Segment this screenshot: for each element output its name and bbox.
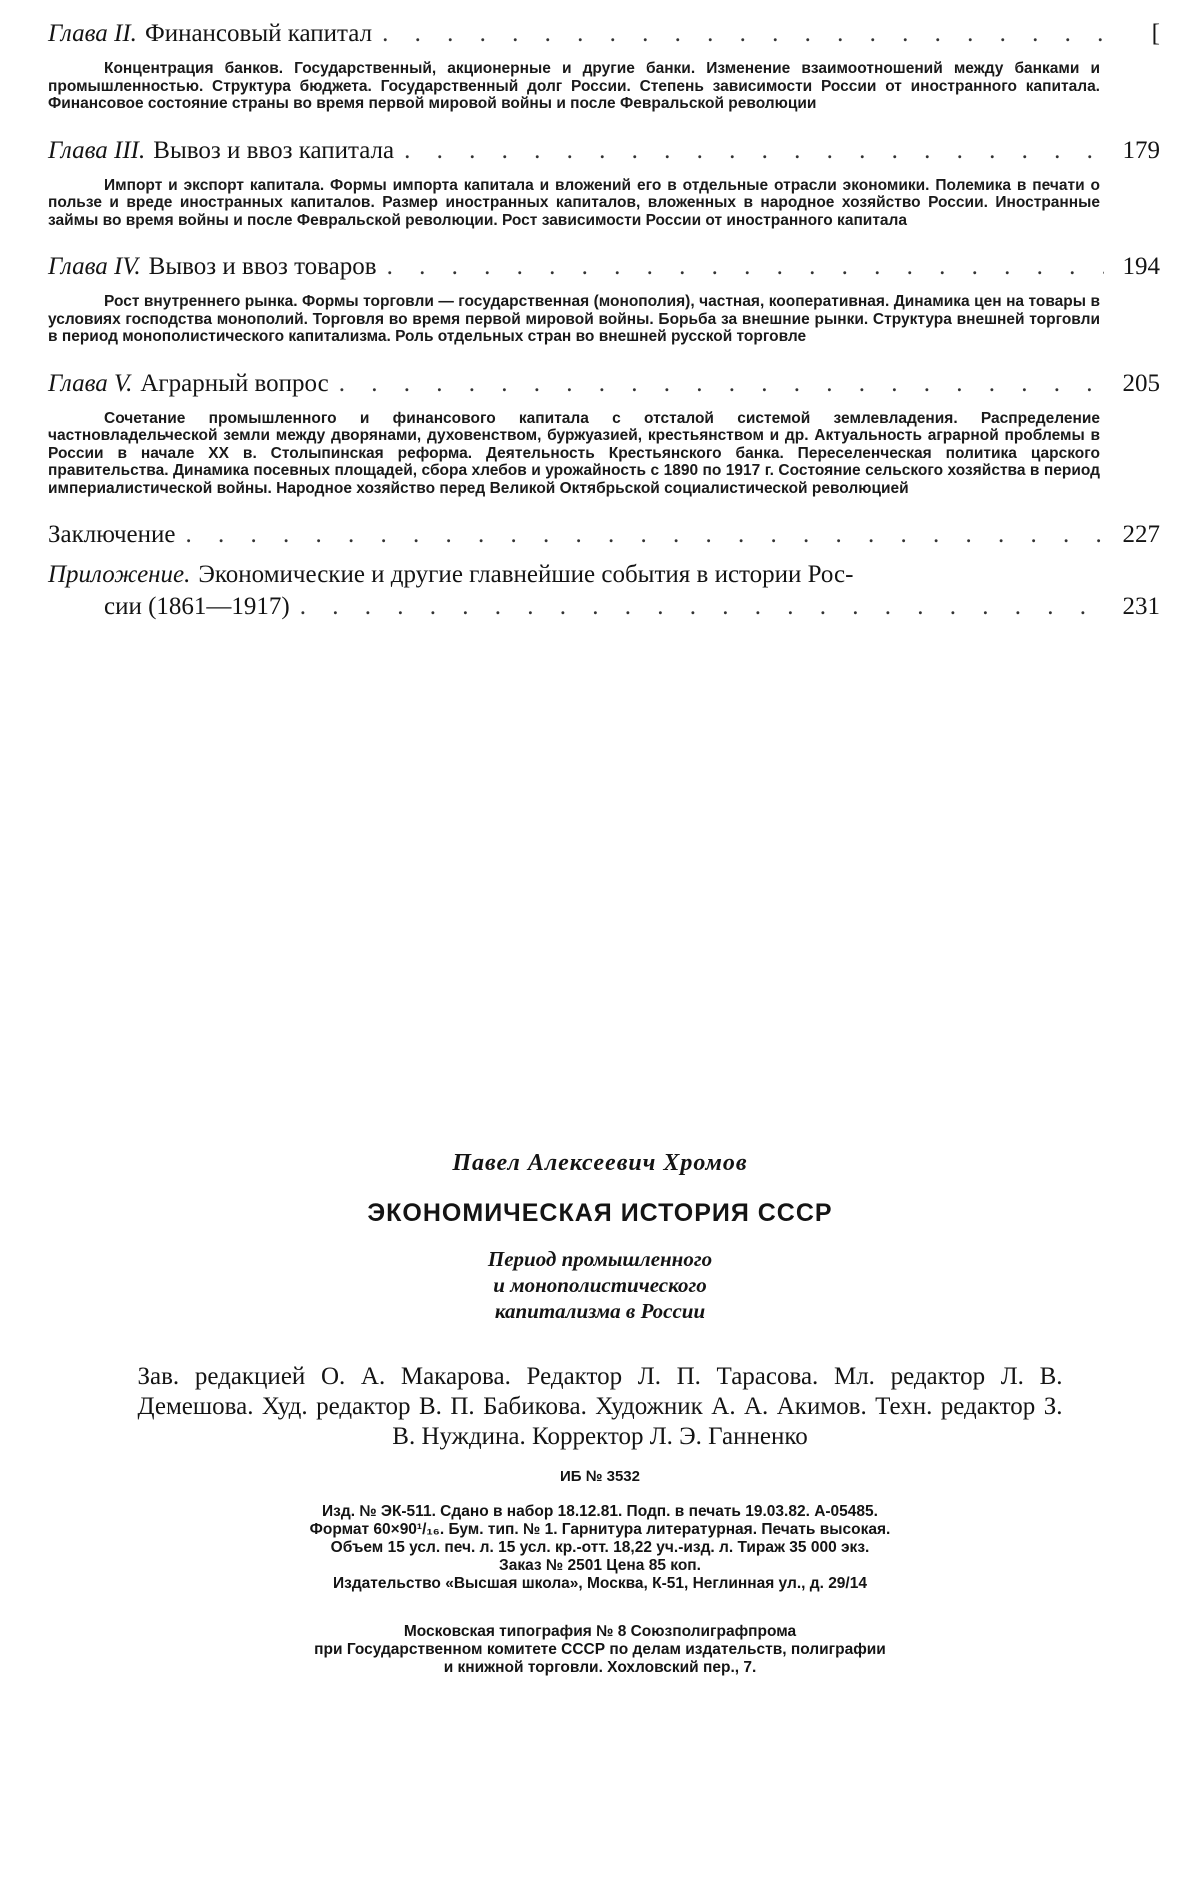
chapter-summary: Импорт и экспорт капитала. Формы импорта капитала и вложений его в отдельные отрасли экономики. Полемика в печати о пользе и вреде иностранных капиталов. Размер иностранных капиталов, вложенных в народное хозяйство России. Иностранные займы во время войны и после Февральской революции. Рост зависимости России от иностранного капитала	[48, 176, 1100, 229]
author-name: Павел Алексеевич Хромов	[452, 1150, 748, 1176]
toc-entry-chapter-5	[48, 368, 1160, 498]
toc-entry-heading	[48, 135, 1160, 167]
page-number: 227	[1122, 521, 1160, 548]
page-number: 194	[1122, 253, 1160, 280]
publication-line: Изд. № ЭК-511. Сдано в набор 18.12.81. Подп. в печать 19.03.82. А-05485.	[322, 1503, 878, 1520]
subtitle-line: Период промышленного	[487, 1247, 713, 1271]
dot-leader	[186, 519, 1105, 551]
book-subtitle	[0, 1246, 1200, 1324]
dot-leader	[382, 18, 1104, 50]
conclusion-title: Заключение	[48, 521, 176, 548]
chapter-number: Глава II.	[48, 20, 137, 47]
toc-entry-appendix	[48, 559, 1160, 623]
printer-line: при Государственном комитете СССР по делам издательств, полиграфии	[314, 1641, 886, 1658]
toc-entry-heading	[48, 18, 1160, 50]
table-of-contents	[48, 18, 1160, 645]
appendix-title-part-2: сии (1861—1917)	[104, 593, 290, 620]
publication-details	[140, 1503, 1060, 1593]
chapter-number: Глава V.	[48, 369, 133, 397]
editorial-credits: Зав. редакцией О. А. Макарова. Редактор Л. П. Тарасова. Мл. редактор Л. В. Демешова. Худ. редактор В. П. Бабикова. Художник А. А. Акимов. Техн. редактор З. В. Нуждина. Корректор Л. Э. Ганненко	[137, 1363, 1063, 1450]
chapter-summary: Сочетание промышленного и финансового капитала с отсталой системой землевладения. Распределение частновладельческой земли между дворянами, духовенством, буржуазией, крестьянством и др. Актуальность аграрной проблемы в России в начале XX в. Столыпинская реформа. Деятельность Крестьянского банка. Переселенческая политика царского правительства. Динамика посевных площадей, сбора хлебов и урожайность с 1890 по 1917 г. Состояние сельского хозяйства в период империалистической войны. Народное хозяйство перед Великой Октябрьской социалистической революцией	[48, 409, 1100, 497]
chapter-summary: Рост внутреннего рынка. Формы торговли — государственная (монополия), частная, кооперативная. Динамика цен на товары в условиях господства монополий. Торговля во время первой мировой войны. Борьба за внешние рынки. Структура внешней торговли в период монополистического капитализма. Роль отдельных стран во внешней русской торговле	[48, 293, 1100, 345]
ib-number: ИБ № 3532	[560, 1468, 640, 1485]
dot-leader	[339, 368, 1104, 400]
printer-line: и книжной торговли. Хохловский пер., 7.	[443, 1659, 757, 1676]
toc-entry-chapter-2	[48, 18, 1160, 113]
toc-entry-heading	[48, 519, 1160, 551]
dot-leader	[300, 591, 1104, 623]
publication-line: Издательство «Высшая школа», Москва, К-51, Неглинная ул., д. 29/14	[333, 1575, 867, 1592]
publication-line: Формат 60×90¹/₁₆. Бум. тип. № 1. Гарнитура литературная. Печать высокая.	[309, 1521, 891, 1538]
page-number: [	[1151, 20, 1160, 47]
printer-details	[0, 1623, 1200, 1677]
page-number: 231	[1122, 593, 1160, 620]
appendix-title-part-1: Экономические и другие главнейшие события в истории Рос-	[198, 561, 854, 588]
toc-entry-chapter-3	[48, 135, 1160, 230]
dot-leader	[387, 251, 1104, 283]
chapter-title: Вывоз и ввоз товаров	[148, 253, 377, 280]
appendix-line-1	[48, 559, 1160, 591]
toc-entry-heading	[48, 251, 1160, 283]
appendix-label: Приложение.	[48, 561, 191, 588]
publication-line: Заказ № 2501 Цена 85 коп.	[499, 1557, 701, 1574]
chapter-number: Глава III.	[48, 136, 146, 164]
dot-leader	[404, 135, 1104, 167]
chapter-title: Финансовый капитал	[144, 20, 373, 47]
appendix-line-2	[48, 591, 1160, 623]
subtitle-line: капитализма в России	[494, 1299, 706, 1323]
publication-line: Объем 15 усл. печ. л. 15 усл. кр.-отт. 18,22 уч.-изд. л. Тираж 35 000 экз.	[330, 1539, 870, 1556]
page-number: 205	[1122, 369, 1160, 397]
subtitle-line: и монополистического	[493, 1273, 707, 1297]
chapter-number: Глава IV.	[48, 253, 141, 280]
chapter-title: Аграрный вопрос	[140, 369, 329, 397]
book-title: ЭКОНОМИЧЕСКАЯ ИСТОРИЯ СССР	[367, 1199, 833, 1227]
toc-entry-chapter-4	[48, 251, 1160, 346]
chapter-summary: Концентрация банков. Государственный, акционерные и другие банки. Изменение взаимоотношений между банками и промышленностью. Структура бюджета. Государственный долг России. Степень зависимости России от иностранного капитала. Финансовое состояние страны во время первой мировой войны и после Февральской революции	[48, 60, 1100, 112]
colophon	[0, 1150, 1200, 1677]
toc-entry-conclusion	[48, 519, 1160, 551]
toc-entry-heading	[48, 368, 1160, 400]
page-number: 179	[1122, 136, 1160, 164]
chapter-title: Вывоз и ввоз капитала	[153, 136, 395, 164]
printer-line: Московская типография № 8 Союзполиграфпрома	[403, 1623, 797, 1640]
